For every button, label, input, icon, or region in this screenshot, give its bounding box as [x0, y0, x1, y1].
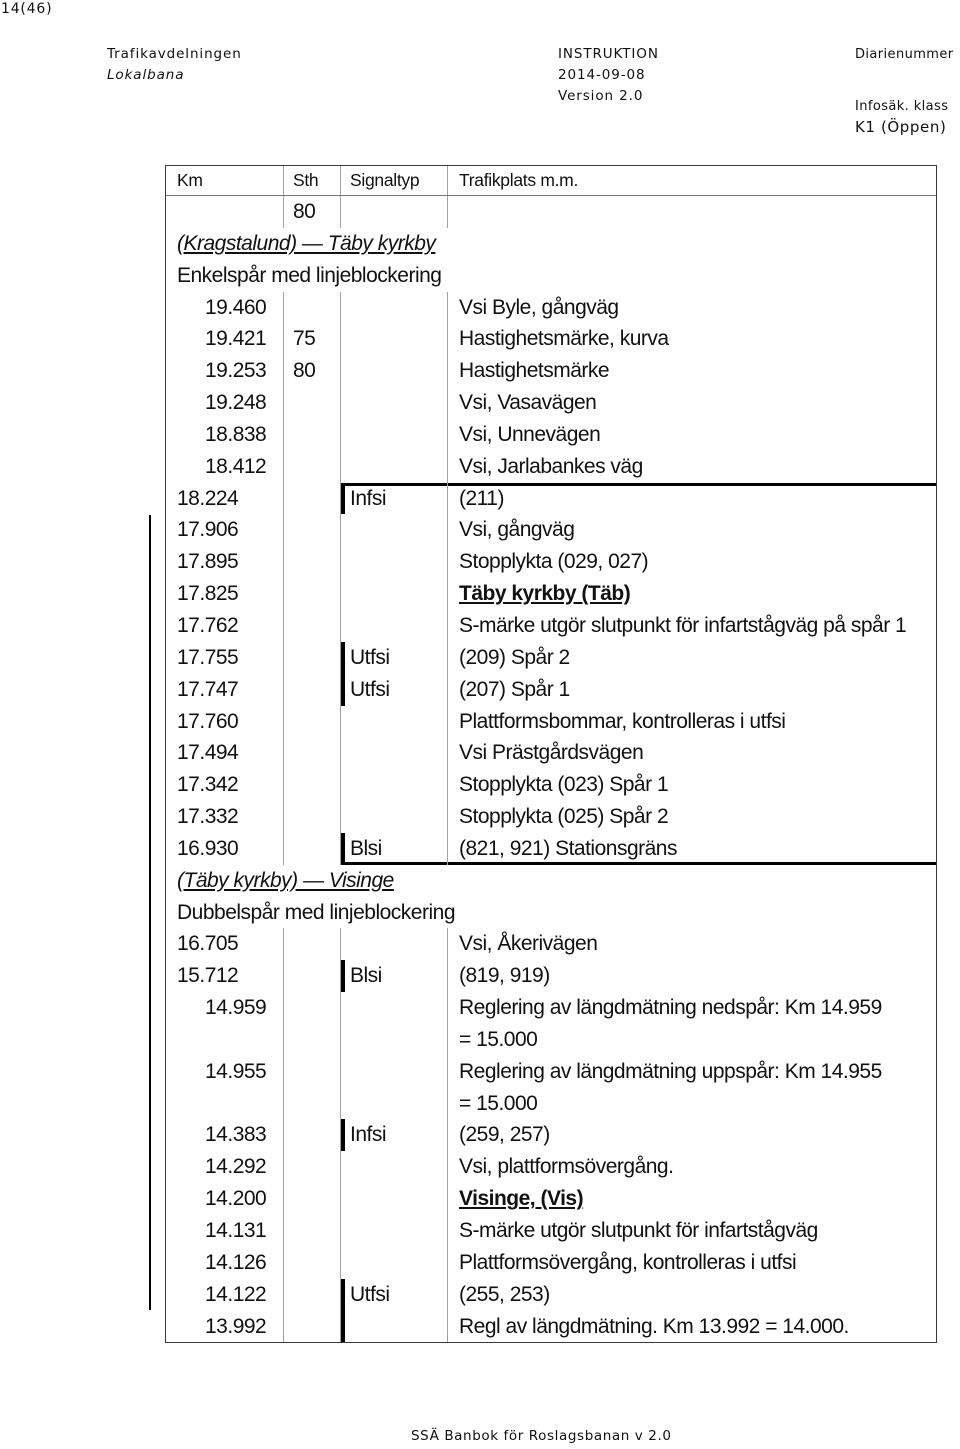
signal-type-cell — [340, 1056, 447, 1120]
signal-type-cell — [340, 1311, 447, 1343]
signal-type-cell: Infsi — [340, 1119, 447, 1151]
location-cell — [447, 196, 936, 228]
location-cell: Hastighetsmärke — [447, 355, 936, 387]
sth-cell: 75 — [283, 323, 340, 355]
sth-cell — [283, 610, 340, 642]
document-date: 2014-09-08 — [558, 67, 646, 83]
signal-type-cell — [340, 387, 447, 419]
signal-type-cell — [340, 323, 447, 355]
sth-cell — [283, 483, 340, 515]
table-row — [166, 546, 936, 578]
signal-type-cell — [340, 1247, 447, 1279]
location-cell: S-märke utgör slutpunkt för infartstågväg på spår 1 — [447, 610, 936, 642]
sth-cell — [283, 1151, 340, 1183]
signal-type-cell: Utfsi — [340, 674, 447, 706]
table-row — [166, 642, 936, 674]
document-type: INSTRUKTION — [558, 46, 659, 62]
section-heading-row — [166, 865, 936, 897]
table-row — [166, 1215, 936, 1247]
table-row — [166, 769, 936, 801]
table-row — [166, 992, 936, 1056]
km-cell: 17.755 — [177, 645, 239, 669]
signal-type-cell — [340, 355, 447, 387]
change-bar — [149, 515, 151, 1310]
sth-cell — [283, 387, 340, 419]
table-row — [166, 706, 936, 738]
table-row — [166, 1119, 936, 1151]
table-row — [166, 578, 936, 610]
location-cell: (259, 257) — [447, 1119, 936, 1151]
table-row — [166, 1247, 936, 1279]
table-row — [166, 960, 936, 992]
table-row — [166, 196, 936, 228]
table-row — [166, 1183, 936, 1215]
unit-name: Lokalbana — [107, 67, 185, 83]
sth-cell — [283, 642, 340, 674]
location-cell: Plattformsbommar, kontrolleras i utfsi — [447, 706, 936, 738]
sth-cell — [283, 1215, 340, 1247]
location-cell: Vsi, Unnevägen — [447, 419, 936, 451]
sth-cell: 80 — [283, 355, 340, 387]
table-row — [166, 419, 936, 451]
track-type-row — [166, 897, 936, 929]
signal-type-cell — [340, 1151, 447, 1183]
location-cell: (255, 253) — [447, 1279, 936, 1311]
table-row — [166, 737, 936, 769]
km-cell: 19.421 — [205, 327, 267, 351]
km-cell: 16.705 — [177, 932, 239, 956]
signal-type-cell: Blsi — [340, 833, 447, 865]
organization-name: Trafikavdelningen — [107, 46, 242, 62]
sth-cell — [283, 1247, 340, 1279]
track-type-note: Enkelspår med linjeblockering — [177, 263, 442, 287]
table-row — [166, 833, 936, 865]
sth-cell — [283, 451, 340, 483]
location-cell: (207) Spår 1 — [447, 674, 936, 706]
location-cell: Stopplykta (023) Spår 1 — [447, 769, 936, 801]
signal-type-cell — [340, 992, 447, 1056]
section-title: (Täby kyrkby) — Visinge — [177, 868, 394, 892]
sth-cell — [283, 928, 340, 960]
column-header-trafikplats: Trafikplats m.m. — [447, 166, 936, 195]
sth-cell — [283, 706, 340, 738]
km-cell: 18.412 — [205, 454, 267, 478]
classification-value: K1 (Öppen) — [855, 118, 947, 136]
km-cell: 19.248 — [205, 391, 267, 415]
signal-type-cell: Utfsi — [340, 642, 447, 674]
signal-type-cell — [340, 546, 447, 578]
signal-type-cell — [340, 1215, 447, 1247]
signal-type-cell — [340, 737, 447, 769]
km-cell: 17.747 — [177, 677, 239, 701]
location-cell: Vsi, plattformsövergång. — [447, 1151, 936, 1183]
sth-cell — [283, 1119, 340, 1151]
km-cell: 17.825 — [177, 582, 239, 606]
section-heading-row — [166, 228, 936, 260]
sth-cell — [283, 292, 340, 324]
signal-type-cell — [340, 514, 447, 546]
km-cell: 18.838 — [205, 422, 267, 446]
km-cell: 19.460 — [205, 295, 267, 319]
signal-type-cell — [340, 1183, 447, 1215]
km-cell: 14.959 — [205, 996, 267, 1020]
km-cell: 14.126 — [205, 1250, 267, 1274]
table-row — [166, 323, 936, 355]
table-row — [166, 483, 936, 515]
km-cell: 17.906 — [177, 518, 239, 542]
table-row — [166, 674, 936, 706]
location-cell: Plattformsövergång, kontrolleras i utfsi — [447, 1247, 936, 1279]
location-cell: Stopplykta (025) Spår 2 — [447, 801, 936, 833]
location-cell: Vsi, Vasavägen — [447, 387, 936, 419]
location-cell: S-märke utgör slutpunkt för infartstågväg — [447, 1215, 936, 1247]
section-title: (Kragstalund) — Täby kyrkby — [177, 231, 436, 255]
sth-cell — [283, 674, 340, 706]
location-cell: Vsi, gångväg — [447, 514, 936, 546]
km-cell: 19.253 — [205, 359, 267, 383]
location-cell: Vsi, Jarlabankes väg — [447, 451, 936, 483]
signal-type-cell — [340, 769, 447, 801]
location-cell: Vsi Prästgårdsvägen — [447, 737, 936, 769]
sth-cell — [283, 1311, 340, 1343]
route-table — [165, 165, 937, 1343]
table-row — [166, 610, 936, 642]
signal-type-cell — [340, 706, 447, 738]
signal-type-cell — [340, 928, 447, 960]
table-row — [166, 1151, 936, 1183]
page-footer: SSÄ Banbok för Roslagsbanan v 2.0 — [411, 1428, 672, 1444]
signal-type-cell — [340, 610, 447, 642]
signal-type-cell — [340, 419, 447, 451]
km-cell: 14.383 — [205, 1123, 267, 1147]
track-type-note: Dubbelspår med linjeblockering — [177, 900, 455, 924]
table-row — [166, 451, 936, 483]
km-cell: 14.292 — [205, 1155, 267, 1179]
sth-cell — [283, 960, 340, 992]
sth-cell — [283, 419, 340, 451]
location-cell: (821, 921) Stationsgräns — [447, 833, 936, 865]
km-cell: 14.200 — [205, 1187, 267, 1211]
km-cell: 17.494 — [177, 741, 239, 765]
km-cell: 17.342 — [177, 773, 239, 797]
location-cell: (211) — [447, 483, 936, 515]
km-cell: 14.122 — [205, 1282, 267, 1306]
signal-type-cell: Utfsi — [340, 1279, 447, 1311]
document-version: Version 2.0 — [558, 88, 644, 104]
table-row — [166, 928, 936, 960]
classification-label: Infosäk. klass — [855, 99, 949, 114]
sth-cell — [283, 1056, 340, 1120]
station-name-cell: Täby kyrkby (Täb) — [447, 578, 936, 610]
track-type-row — [166, 260, 936, 292]
signal-type-cell — [340, 578, 447, 610]
page-number: 14(46) — [1, 1, 53, 17]
sth-cell: 80 — [283, 196, 340, 228]
location-cell: (209) Spår 2 — [447, 642, 936, 674]
km-cell: 15.712 — [177, 964, 239, 988]
location-cell: Vsi Byle, gångväg — [447, 292, 936, 324]
table-row — [166, 292, 936, 324]
km-cell: 16.930 — [177, 836, 239, 860]
sth-cell — [283, 1279, 340, 1311]
km-cell: 17.895 — [177, 550, 239, 574]
sth-cell — [283, 546, 340, 578]
table-body — [166, 196, 936, 1342]
station-name-cell: Visinge, (Vis) — [447, 1183, 936, 1215]
km-cell: 17.762 — [177, 613, 239, 637]
column-header-signaltyp: Signaltyp — [340, 166, 447, 195]
table-row — [166, 355, 936, 387]
location-cell: Regl av längdmätning. Km 13.992 = 14.000. — [447, 1311, 936, 1343]
signal-type-cell — [340, 196, 447, 228]
km-cell: 18.224 — [177, 486, 239, 510]
signal-type-cell: Blsi — [340, 960, 447, 992]
sth-cell — [283, 992, 340, 1056]
sth-cell — [283, 833, 340, 865]
km-cell: 17.332 — [177, 805, 239, 829]
sth-cell — [283, 514, 340, 546]
signal-type-cell — [340, 292, 447, 324]
table-row — [166, 1279, 936, 1311]
sth-cell — [283, 769, 340, 801]
signal-type-cell: Infsi — [340, 483, 447, 515]
location-cell: Reglering av längdmätning nedspår: Km 14.959 = 15.000 — [447, 992, 936, 1056]
signal-type-cell — [340, 451, 447, 483]
km-cell: 14.131 — [205, 1219, 267, 1242]
table-row — [166, 1311, 936, 1343]
location-cell: (819, 919) — [447, 960, 936, 992]
location-cell: Reglering av längdmätning uppspår: Km 14.955 = 15.000 — [447, 1056, 936, 1120]
km-cell: 13.992 — [205, 1314, 267, 1338]
column-header-sth: Sth — [283, 166, 340, 195]
diary-number-label: Diarienummer — [855, 47, 954, 62]
table-row — [166, 1056, 936, 1120]
signal-type-cell — [340, 801, 447, 833]
km-cell: 17.760 — [177, 709, 239, 733]
sth-cell — [283, 1183, 340, 1215]
table-row — [166, 801, 936, 833]
sth-cell — [283, 801, 340, 833]
table-header — [166, 166, 936, 196]
location-cell: Hastighetsmärke, kurva — [447, 323, 936, 355]
location-cell: Stopplykta (029, 027) — [447, 546, 936, 578]
sth-cell — [283, 578, 340, 610]
column-header-km: Km — [177, 170, 203, 190]
km-cell: 14.955 — [205, 1059, 267, 1083]
km-cell — [166, 196, 283, 228]
sth-cell — [283, 737, 340, 769]
location-cell: Vsi, Åkerivägen — [447, 928, 936, 960]
table-row — [166, 387, 936, 419]
table-row — [166, 514, 936, 546]
